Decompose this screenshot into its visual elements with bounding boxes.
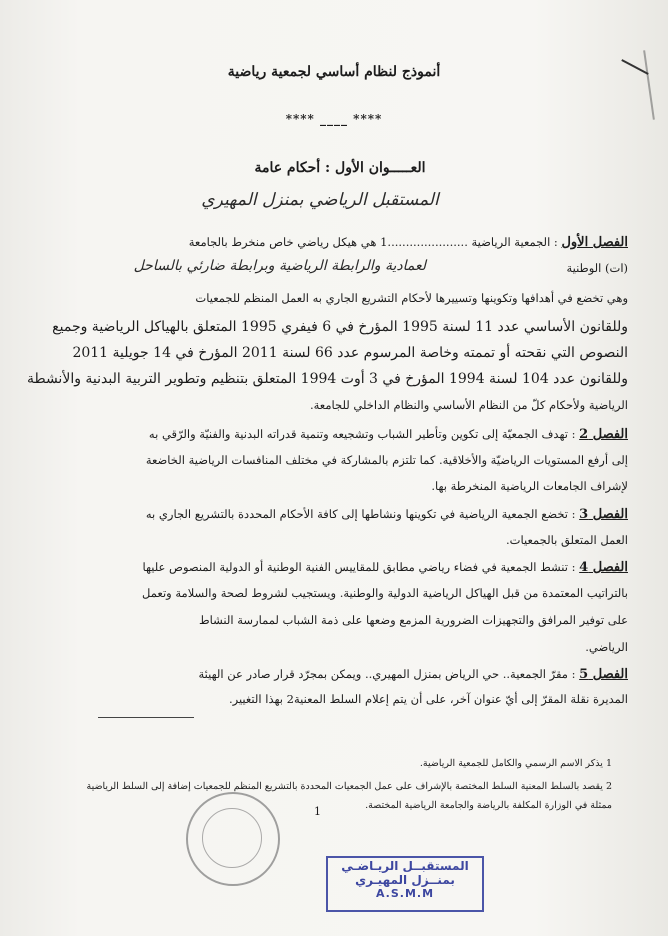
footnote-1: 1 يذكر الاسم الرسمي والكامل للجمعية الرياضية. xyxy=(419,758,612,769)
page-number: 1 xyxy=(314,805,321,818)
chapter-4-line-4: الرياضي. xyxy=(585,640,628,654)
footnote-divider xyxy=(98,717,194,718)
chapter-2-line-3: لإشراف الجامعات الرياضية المنخرطة بها. xyxy=(431,479,628,493)
chapter-1-line-5: النصوص التي نقحته أو تممته وخاصة المرسوم عدد 66 لسنة 2011 المؤرخ في 14 جويلية 2011 xyxy=(72,345,628,361)
chapter-2-label: الفصل 2 xyxy=(579,427,628,442)
chapter-5-text-1: : مقرّ الجمعية.. حي الرياض بمنزل المهيري.. ويمكن بمجرّد قرار صادر عن الهيئة xyxy=(198,667,576,681)
title-separator: **** ____ **** xyxy=(285,112,383,126)
chapter-2-text-1: : تهدف الجمعيّة إلى تكوين وتأطير الشباب وتشجيعه وتنمية قدراته البدنية والفنيّة والرّقي به xyxy=(148,427,576,441)
chapter-1-line-3: وهي تخضع في أهدافها وتكوينها وتسييرها لأحكام التشريع الجاري به العمل المنظم للجمعيات xyxy=(195,291,628,305)
chapter-1-text-1: : الجمعية الرياضية ......................1 هي هيكل رياضي خاص منخرط بالجامعة xyxy=(188,235,558,249)
handwritten-club-name: المستقبل الرياضي بمنزل المهيري xyxy=(201,190,439,210)
chapter-4-line-3: على توفير المرافق والتجهيزات الضرورية المزمع وضعها على ذمة الشباب لممارسة النشاط xyxy=(199,613,628,627)
chapter-3-line-2: العمل المتعلق بالجمعيات. xyxy=(506,533,628,547)
round-seal-stamp xyxy=(186,792,280,886)
club-stamp xyxy=(326,856,484,912)
chapter-1-label: الفصل الأول xyxy=(561,235,628,250)
chapter-5-label: الفصل 5 xyxy=(579,667,628,682)
chapter-1-line-7: الرياضية ولأحكام كلّ من النظام الأساسي والنظام الداخلي للجامعة. xyxy=(309,398,628,412)
chapter-3-label: الفصل 3 xyxy=(579,507,628,522)
chapter-3-text-1: : تخضع الجمعية الرياضية في تكوينها ونشاطها إلى كافة الأحكام المحددة بالتشريع الجاري به xyxy=(145,507,576,521)
chapter-1-text-2-left: الوطنية xyxy=(566,261,602,275)
chapter-4-line-1 xyxy=(40,561,628,574)
chapter-3-line-1 xyxy=(40,508,628,521)
chapter-5-line-2: المديرة نقلة المقرّ إلى أيّ عنوان آخر، على أن يتم إعلام السلط المعنية2 بهذا التغيير. xyxy=(228,692,628,706)
chapter-2-line-1 xyxy=(40,428,628,441)
chapter-1-line-6: وللقانون عدد 104 لسنة 1994 المؤرخ في 3 أوت 1994 المتعلق بتنظيم وتطوير التربية البدنية والأنشطة xyxy=(26,371,628,387)
document-title: أنموذج لنظام أساسي لجمعية رياضية xyxy=(227,64,441,80)
handwritten-region-line: لعمادية والرابطة الرياضية وبرابطة ضارئي بالساحل xyxy=(133,258,426,274)
section-heading: العـــــوان الأول : أحكام عامة xyxy=(254,160,426,176)
chapter-1-line-4: وللقانون الأساسي عدد 11 لسنة 1995 المؤرخ في 6 فيفري 1995 المتعلق بالهياكل الرياضية وجميع xyxy=(52,319,628,335)
footnote-2-continued: ممثلة في الوزارة المكلفة بالرياضة والجامعة الرياضية المختصة. xyxy=(365,800,612,811)
chapter-5-line-1 xyxy=(40,668,628,681)
stamp-line-1: المستقبــل الريـاضـي xyxy=(341,859,469,873)
chapter-2-line-2: إلى أرفع المستويات الرياضيّة والأخلاقية. كما تلتزم بالمشاركة في مختلف المنافسات الرياضية الخاضعة xyxy=(145,453,628,467)
chapter-1-line-1 xyxy=(40,236,628,249)
chapter-4-label: الفصل 4 xyxy=(579,560,628,575)
stamp-line-2: بمنــزل المهيـري xyxy=(355,872,455,887)
chapter-4-line-2: بالتراتيب المعتمدة من قبل الهياكل الرياضية الدولية والوطنية. ويستجيب لشروط لصحة والسلامة وتعمل xyxy=(142,586,628,600)
chapter-1-text-2-right: (ات) xyxy=(605,261,628,275)
chapter-4-text-1: : تنشط الجمعية في فضاء رياضي مطابق للمقاييس الفنية الوطنية أو الدولية المنصوص عليها xyxy=(142,560,576,574)
footnote-2: 2 يقصد بالسلط المعنية السلط المختصة بالإشراف على عمل الجمعيات المحددة بالتشريع المنظم للجمعيات إضافة إلى السلط الرياضية xyxy=(86,781,612,792)
stamp-line-3: A.S.M.M xyxy=(375,886,435,900)
page-fold-mark xyxy=(643,50,655,120)
